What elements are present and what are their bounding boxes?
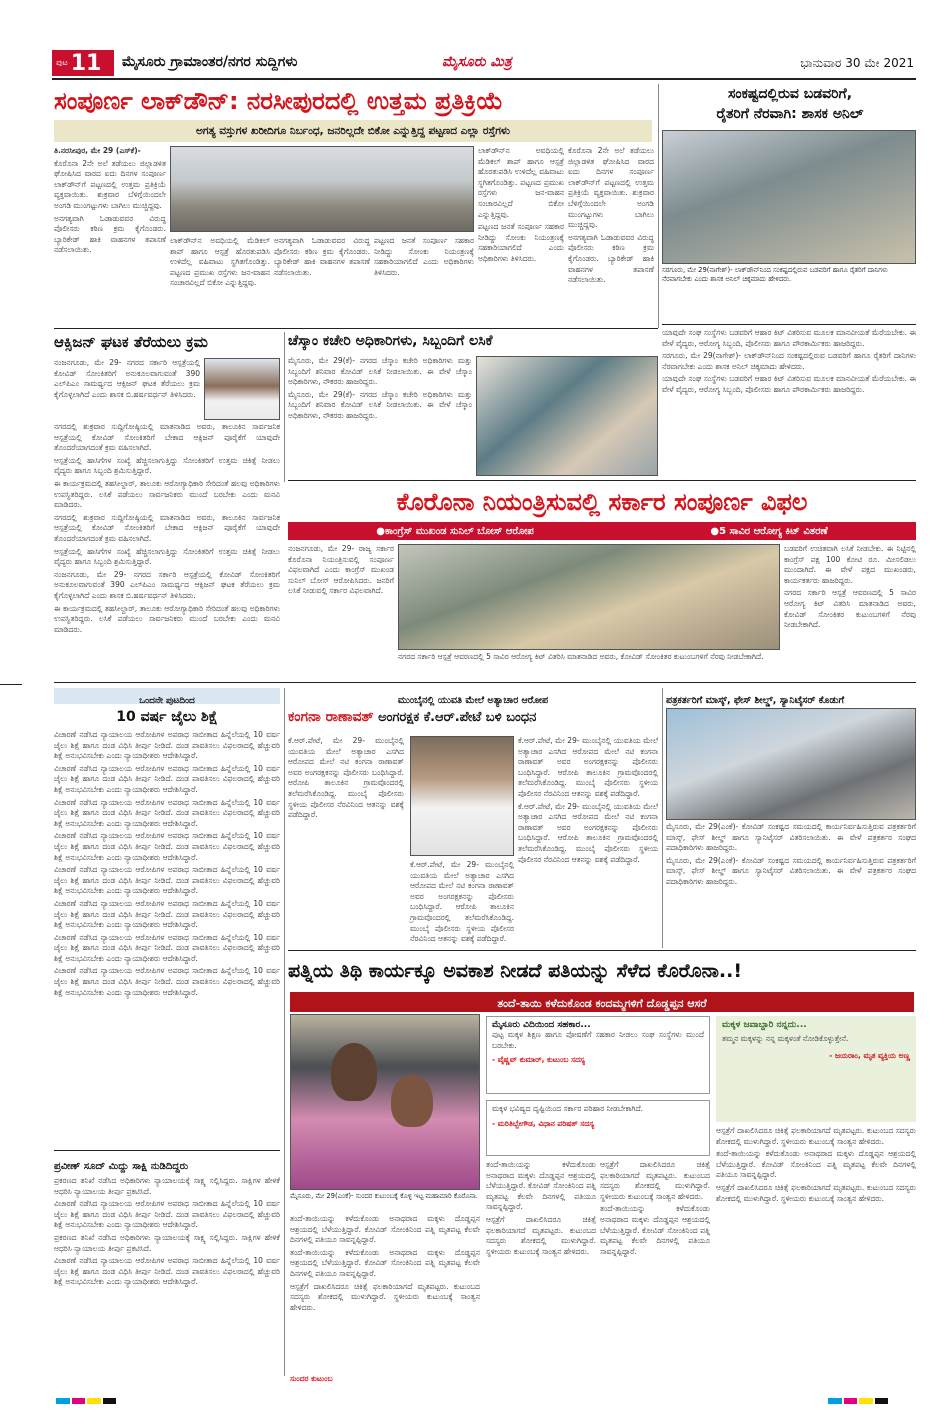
oxygen-body-top: ನಂಜನಗೂಡು, ಮೇ 29- ನಗರದ ಸರ್ಕಾರಿ ಆಸ್ಪತ್ರೆಯಲ್ಲಿ ಕೋವಿಡ್ ಸೋಂಕಿತರಿಗೆ ಅನುಕೂಲವಾಗುವಂತೆ 390 ಎಲ್‌ಪಿಎಂ ಸಾಮರ್ಥ್ಯದ ಆಕ್ಸಿಜನ್ ಘಟಕ ತೆರೆಯಲು ಕ್ರಮ ಕೈಗೊಳ್ಳಲಾಗಿದೆ ಎಂದು ಶಾಸಕ ಬಿ.ಹರ್ಷವರ್ಧನ್ ತಿಳಿಸಿದರು.: [54, 358, 200, 399]
vaccine-photo: [476, 356, 658, 476]
section-title: ಮೈಸೂರು ಗ್ರಾಮಾಂತರ/ನಗರ ಸುದ್ದಿಗಳು: [122, 54, 298, 70]
corona-body-left: ನಂಜನಗೂಡು, ಮೇ 29- ರಾಜ್ಯ ಸರ್ಕಾರ ಕೊರೊನಾ ನಿಯಂತ್ರಿಸುವಲ್ಲಿ ಸಂಪೂರ್ಣ ವಿಫಲವಾಗಿದೆ ಎಂದು ಕಾಂಗ್ರೆಸ್ ಮುಖಂಡ ಸುನಿಲ್ ಬೋಸ್ ಆರೋಪಿಸಿದರು. ಜನರಿಗೆ ಲಸಿಕೆ ನೀಡುವಲ್ಲಿ ಸರ್ಕಾರ ವಿಫಲವಾಗಿದೆ.: [288, 544, 394, 596]
corona-photo: [398, 544, 780, 650]
lead-column-6: ಕೊರೊನಾ 2ನೇ ಅಲೆ ತಡೆಯಲು ಜಿಲ್ಲಾಡಳಿತ ಘೋಷಿಸಿದ ವಾರದ ಐದು ದಿನಗಳ ಸಂಪೂರ್ಣ ಲಾಕ್‌ಡೌನ್‌ಗೆ ಪಟ್ಟಣದಲ್ಲಿ ಉತ್ತಮ ಪ್ರತಿಕ್ರಿಯೆ ವ್ಯಕ್ತವಾಯಿತು. ಶುಕ್ರವಾರ ಬೆಳಿಗ್ಗೆಯಿಂದಲೇ ಅಂಗಡಿ ಮುಂಗಟ್ಟುಗಳು ಬಾಗಿಲು ಮುಚ್ಚಿದ್ದವು. ಅನಗತ್ಯವಾಗಿ ಓಡಾಡುವವರ ವಿರುದ್ಧ ಪೊಲೀಸರು ಕಠಿಣ ಕ್ರಮ ಕೈಗೊಂಡರು. ಬ್ಯಾರಿಕೇಡ್ ಹಾಕಿ ವಾಹನಗಳ ತಪಾಸಣೆ ನಡೆಸಲಾಯಿತು.: [568, 146, 654, 285]
lead-column-4: ಪಟ್ಟಣದ ಜನತೆ ಸಂಪೂರ್ಣ ಸಹಕಾರ ನೀಡಿದ್ದು ಸೋಂಕು ನಿಯಂತ್ರಣಕ್ಕೆ ಸಹಕಾರಿಯಾಗಲಿದೆ ಎಂದು ಅಧಿಕಾರಿಗಳು ತಿಳಿಸಿದರು.: [374, 236, 474, 277]
quote-box-2: ಮಕ್ಕಳ ಭವಿಷ್ಯದ ದೃಷ್ಟಿಯಿಂದ ಸರ್ಕಾರ ಪರಿಹಾರ ನೀಡಬೇಕಾಗಿದೆ. - ಮರಿತಿಬ್ಬೇಗೌಡ, ವಿಧಾನ ಪರಿಷತ್ ಸದಸ್ಯ: [486, 1100, 710, 1156]
issue-date: ಭಾನುವಾರ 30 ಮೇ 2021: [800, 56, 914, 70]
tragedy-subhead: ತಂದೆ-ತಾಯಿ ಕಳೆದುಕೊಂಡ ಕಂದಮ್ಮಗಳಿಗೆ ದೊಡ್ಡಪ್ಪನ ಆಸರೆ: [290, 992, 914, 1012]
tragedy-body-left: ತಂದೆ-ತಾಯಿಯನ್ನು ಕಳೆದುಕೊಂಡು ಅನಾಥರಾದ ಮಕ್ಕಳು ದೊಡ್ಡಪ್ಪನ ಆಶ್ರಯದಲ್ಲಿ ಬೆಳೆಯುತ್ತಿದ್ದಾರೆ. ಕೋವಿಡ್ ಸೋಂಕಿನಿಂದ ಪತ್ನಿ ಮೃತಪಟ್ಟ ಕೆಲವೇ ದಿನಗಳಲ್ಲಿ ಪತಿಯೂ ಸಾವನ್ನಪ್ಪಿದ್ದಾರೆ. ತಂದೆ-ತಾಯಿಯನ್ನು ಕಳೆದುಕೊಂಡು ಅನಾಥರಾದ ಮಕ್ಕಳು ದೊಡ್ಡಪ್ಪನ ಆಶ್ರಯದಲ್ಲಿ ಬೆಳೆಯುತ್ತಿದ್ದಾರೆ. ಕೋವಿಡ್ ಸೋಂಕಿನಿಂದ ಪತ್ನಿ ಮೃತಪಟ್ಟ ಕೆಲವೇ ದಿನಗಳಲ್ಲಿ ಪತಿಯೂ ಸಾವನ್ನಪ್ಪಿದ್ದಾರೆ. ಆಸ್ಪತ್ರೆಗೆ ದಾಖಲಿಸಿದರೂ ಚಿಕಿತ್ಸೆ ಫಲಕಾರಿಯಾಗದೆ ಮೃತಪಟ್ಟರು. ಕುಟುಂಬದ ಸದಸ್ಯರು ಶೋಕದಲ್ಲಿ ಮುಳುಗಿದ್ದಾರೆ. ಸ್ಥಳೀಯರು ಕುಟುಂಬಕ್ಕೆ ಸಾಂತ್ವನ ಹೇಳಿದರು.: [290, 1214, 480, 1312]
continued-body: ವಿಚಾರಣೆ ನಡೆಸಿದ ನ್ಯಾಯಾಲಯ ಆರೋಪಿಗಳ ಅಪರಾಧ ಸಾಬೀತಾದ ಹಿನ್ನೆಲೆಯಲ್ಲಿ 10 ವರ್ಷ ಜೈಲು ಶಿಕ್ಷೆ ಹಾಗೂ ದಂಡ ವಿಧಿಸಿ ತೀರ್ಪು ನೀಡಿದೆ. ದಂಡ ಪಾವತಿಸಲು ವಿಫಲರಾದಲ್ಲಿ ಹೆಚ್ಚುವರಿ ಶಿಕ್ಷೆ ಅನುಭವಿಸಬೇಕು ಎಂದು ನ್ಯಾಯಾಧೀಶರು ಆದೇಶಿಸಿದ್ದಾರೆ. ವಿಚಾರಣೆ ನಡೆಸಿದ ನ್ಯಾಯಾಲಯ ಆರೋಪಿಗಳ ಅಪರಾಧ ಸಾಬೀತಾದ ಹಿನ್ನೆಲೆಯಲ್ಲಿ 10 ವರ್ಷ ಜೈಲು ಶಿಕ್ಷೆ ಹಾಗೂ ದಂಡ ವಿಧಿಸಿ ತೀರ್ಪು ನೀಡಿದೆ. ದಂಡ ಪಾವತಿಸಲು ವಿಫಲರಾದಲ್ಲಿ ಹೆಚ್ಚುವರಿ ಶಿಕ್ಷೆ ಅನುಭವಿಸಬೇಕು ಎಂದು ನ್ಯಾಯಾಧೀಶರು ಆದೇಶಿಸಿದ್ದಾರೆ. ವಿಚಾರಣೆ ನಡೆಸಿದ ನ್ಯಾಯಾಲಯ ಆರೋಪಿಗಳ ಅಪರಾಧ ಸಾಬೀತಾದ ಹಿನ್ನೆಲೆಯಲ್ಲಿ 10 ವರ್ಷ ಜೈಲು ಶಿಕ್ಷೆ ಹಾಗೂ ದಂಡ ವಿಧಿಸಿ ತೀರ್ಪು ನೀಡಿದೆ. ದಂಡ ಪಾವತಿಸಲು ವಿಫಲರಾದಲ್ಲಿ ಹೆಚ್ಚುವರಿ ಶಿಕ್ಷೆ ಅನುಭವಿಸಬೇಕು ಎಂದು ನ್ಯಾಯಾಧೀಶರು ಆದೇಶಿಸಿದ್ದಾರೆ. ವಿಚಾರಣೆ ನಡೆಸಿದ ನ್ಯಾಯಾಲಯ ಆರೋಪಿಗಳ ಅಪರಾಧ ಸಾಬೀತಾದ ಹಿನ್ನೆಲೆಯಲ್ಲಿ 10 ವರ್ಷ ಜೈಲು ಶಿಕ್ಷೆ ಹಾಗೂ ದಂಡ ವಿಧಿಸಿ ತೀರ್ಪು ನೀಡಿದೆ. ದಂಡ ಪಾವತಿಸಲು ವಿಫಲರಾದಲ್ಲಿ ಹೆಚ್ಚುವರಿ ಶಿಕ್ಷೆ ಅನುಭವಿಸಬೇಕು ಎಂದು ನ್ಯಾಯಾಧೀಶರು ಆದೇಶಿಸಿದ್ದಾರೆ. ವಿಚಾರಣೆ ನಡೆಸಿದ ನ್ಯಾಯಾಲಯ ಆರೋಪಿಗಳ ಅಪರಾಧ ಸಾಬೀತಾದ ಹಿನ್ನೆಲೆಯಲ್ಲಿ 10 ವರ್ಷ ಜೈಲು ಶಿಕ್ಷೆ ಹಾಗೂ ದಂಡ ವಿಧಿಸಿ ತೀರ್ಪು ನೀಡಿದೆ. ದಂಡ ಪಾವತಿಸಲು ವಿಫಲರಾದಲ್ಲಿ ಹೆಚ್ಚುವರಿ ಶಿಕ್ಷೆ ಅನುಭವಿಸಬೇಕು ಎಂದು ನ್ಯಾಯಾಧೀಶರು ಆದೇಶಿಸಿದ್ದಾರೆ. ವಿಚಾರಣೆ ನಡೆಸಿದ ನ್ಯಾಯಾಲಯ ಆರೋಪಿಗಳ ಅಪರಾಧ ಸಾಬೀತಾದ ಹಿನ್ನೆಲೆಯಲ್ಲಿ 10 ವರ್ಷ ಜೈಲು ಶಿಕ್ಷೆ ಹಾಗೂ ದಂಡ ವಿಧಿಸಿ ತೀರ್ಪು ನೀಡಿದೆ. ದಂಡ ಪಾವತಿಸಲು ವಿಫಲರಾದಲ್ಲಿ ಹೆಚ್ಚುವರಿ ಶಿಕ್ಷೆ ಅನುಭವಿಸಬೇಕು ಎಂದು ನ್ಯಾಯಾಧೀಶರು ಆದೇಶಿಸಿದ್ದಾರೆ. ವಿಚಾರಣೆ ನಡೆಸಿದ ನ್ಯಾಯಾಲಯ ಆರೋಪಿಗಳ ಅಪರಾಧ ಸಾಬೀತಾದ ಹಿನ್ನೆಲೆಯಲ್ಲಿ 10 ವರ್ಷ ಜೈಲು ಶಿಕ್ಷೆ ಹಾಗೂ ದಂಡ ವಿಧಿಸಿ ತೀರ್ಪು ನೀಡಿದೆ. ದಂಡ ಪಾವತಿಸಲು ವಿಫಲರಾದಲ್ಲಿ ಹೆಚ್ಚುವರಿ ಶಿಕ್ಷೆ ಅನುಭವಿಸಬೇಕು ಎಂದು ನ್ಯಾಯಾಧೀಶರು ಆದೇಶಿಸಿದ್ದಾರೆ. ವಿಚಾರಣೆ ನಡೆಸಿದ ನ್ಯಾಯಾಲಯ ಆರೋಪಿಗಳ ಅಪರಾಧ ಸಾಬೀತಾದ ಹಿನ್ನೆಲೆಯಲ್ಲಿ 10 ವರ್ಷ ಜೈಲು ಶಿಕ್ಷೆ ಹಾಗೂ ದಂಡ ವಿಧಿಸಿ ತೀರ್ಪು ನೀಡಿದೆ. ದಂಡ ಪಾವತಿಸಲು ವಿಫಲರಾದಲ್ಲಿ ಹೆಚ್ಚುವರಿ ಶಿಕ್ಷೆ ಅನುಭವಿಸಬೇಕು ಎಂದು ನ್ಯಾಯಾಧೀಶರು ಆದೇಶಿಸಿದ್ದಾರೆ.: [54, 730, 280, 997]
page-label: ಪುಟ: [56, 58, 68, 67]
tragedy-footer-label: ಸುಂದರ ಕುಟುಂಬ: [290, 1374, 333, 1383]
side-box: ಮಕ್ಕಳ ಜವಾಬ್ದಾರಿ ನನ್ನದು... ತಮ್ಮನ ಮಕ್ಕಳನ್ನು ನನ್ನ ಮಕ್ಕಳಂತೆ ನೋಡಿಕೊಳ್ಳುತ್ತೇನೆ. - ಜಯರಾಂ, ಮೃತ ವ್ಯಕ್ತಿಯ ಅಣ್ಣ: [716, 1016, 916, 1122]
tragedy-body-mid-2: ಆಸ್ಪತ್ರೆಗೆ ದಾಖಲಿಸಿದರೂ ಚಿಕಿತ್ಸೆ ಫಲಕಾರಿಯಾಗದೆ ಮೃತಪಟ್ಟರು. ಕುಟುಂಬದ ಸದಸ್ಯರು ಶೋಕದಲ್ಲಿ ಮುಳುಗಿದ್ದಾರೆ. ಸ್ಥಳೀಯರು ಕುಟುಂಬಕ್ಕೆ ಸಾಂತ್ವನ ಹೇಳಿದರು. ತಂದೆ-ತಾಯಿಯನ್ನು ಕಳೆದುಕೊಂಡು ಅನಾಥರಾದ ಮಕ್ಕಳು ದೊಡ್ಡಪ್ಪನ ಆಶ್ರಯದಲ್ಲಿ ಬೆಳೆಯುತ್ತಿದ್ದಾರೆ. ಕೋವಿಡ್ ಸೋಂಕಿನಿಂದ ಪತ್ನಿ ಮೃತಪಟ್ಟ ಕೆಲವೇ ದಿನಗಳಲ್ಲಿ ಪತಿಯೂ ಸಾವನ್ನಪ್ಪಿದ್ದಾರೆ.: [600, 1160, 710, 1256]
couple-photo: [290, 1014, 480, 1190]
vaccine-headline: ಚೆಸ್ಕಾಂ ಕಚೇರಿ ಅಧಿಕಾರಿಗಳು, ಸಿಬ್ಬಂದಿಗೆ ಲಸಿಕೆ: [288, 333, 493, 349]
journalists-photo: [666, 708, 916, 820]
kangana-body-left: ಕೆ.ಆರ್.ಪೇಟೆ, ಮೇ 29- ಮುಂಬೈನಲ್ಲಿ ಯುವತಿಯ ಮೇಲೆ ಅತ್ಯಾಚಾರ ಎಸಗಿದ ಆರೋಪದ ಮೇಲೆ ನಟಿ ಕಂಗನಾ ರಾಣಾವತ್ ಅವರ ಅಂಗರಕ್ಷಕನನ್ನು ಪೊಲೀಸರು ಬಂಧಿಸಿದ್ದಾರೆ. ಆರೋಪಿ ತಾಲೂಕಿನ ಗ್ರಾಮವೊಂದರಲ್ಲಿ ತಲೆಮರೆಸಿಕೊಂಡಿದ್ದ. ಮುಂಬೈ ಪೊಲೀಸರು ಸ್ಥಳೀಯ ಪೊಲೀಸರ ನೆರವಿನಿಂದ ಆತನನ್ನು ವಶಕ್ಕೆ ಪಡೆದಿದ್ದಾರೆ.: [288, 736, 404, 820]
tragedy-body-right: ಆಸ್ಪತ್ರೆಗೆ ದಾಖಲಿಸಿದರೂ ಚಿಕಿತ್ಸೆ ಫಲಕಾರಿಯಾಗದೆ ಮೃತಪಟ್ಟರು. ಕುಟುಂಬದ ಸದಸ್ಯರು ಶೋಕದಲ್ಲಿ ಮುಳುಗಿದ್ದಾರೆ. ಸ್ಥಳೀಯರು ಕುಟುಂಬಕ್ಕೆ ಸಾಂತ್ವನ ಹೇಳಿದರು. ತಂದೆ-ತಾಯಿಯನ್ನು ಕಳೆದುಕೊಂಡು ಅನಾಥರಾದ ಮಕ್ಕಳು ದೊಡ್ಡಪ್ಪನ ಆಶ್ರಯದಲ್ಲಿ ಬೆಳೆಯುತ್ತಿದ್ದಾರೆ. ಕೋವಿಡ್ ಸೋಂಕಿನಿಂದ ಪತ್ನಿ ಮೃತಪಟ್ಟ ಕೆಲವೇ ದಿನಗಳಲ್ಲಿ ಪತಿಯೂ ಸಾವನ್ನಪ್ಪಿದ್ದಾರೆ. ಆಸ್ಪತ್ರೆಗೆ ದಾಖಲಿಸಿದರೂ ಚಿಕಿತ್ಸೆ ಫಲಕಾರಿಯಾಗದೆ ಮೃತಪಟ್ಟರು. ಕುಟುಂಬದ ಸದಸ್ಯರು ಶೋಕದಲ್ಲಿ ಮುಳುಗಿದ್ದಾರೆ. ಸ್ಥಳೀಯರು ಕುಟುಂಬಕ್ಕೆ ಸಾಂತ್ವನ ಹೇಳಿದರು.: [716, 1126, 916, 1203]
masthead-logo: ಮೈಸೂರು ಮಿತ್ರ: [442, 54, 512, 70]
corona-banner-tags: ●ಕಾಂಗ್ರೆಸ್ ಮುಖಂಡ ಸುನಿಲ್ ಬೋಸ್ ಆರೋಪ ●5 ಸಾವಿರ ಆರೋಗ್ಯ ಕಿಟ್ ವಿತರಣೆ: [288, 522, 916, 540]
quote-box-1: ಮೈಸೂರು ವಿದಿಯಿಂದ ಸಹಕಾರ... ಪುಟ್ಟ ಮಕ್ಕಳ ಶಿಕ್ಷಣ ಹಾಗೂ ಪೋಷಣೆಗೆ ಸಹಕಾರ ನೀಡಲು ಸಂಘ ಸಂಸ್ಥೆಗಳು ಮುಂದೆ ಬರಬೇಕು. - ವೈಷ್ಣವ್ ಕುಮಾರ್, ಕುಟುಂಬ ಸದಸ್ಯ: [486, 1016, 710, 1094]
corona-body-mid: ನಗರದ ಸರ್ಕಾರಿ ಆಸ್ಪತ್ರೆ ಆವರಣದಲ್ಲಿ 5 ಸಾವಿರ ಆರೋಗ್ಯ ಕಿಟ್ ವಿತರಿಸಿ ಮಾತನಾಡಿದ ಅವರು, ಕೋವಿಡ್ ಸೋಂಕಿತರ ಕುಟುಂಬಗಳಿಗೆ ನೆರವು ನೀಡಬೇಕಾಗಿದೆ.: [398, 652, 764, 661]
lead-column-3: ಅನಗತ್ಯವಾಗಿ ಓಡಾಡುವವರ ವಿರುದ್ಧ ಪೊಲೀಸರು ಕಠಿಣ ಕ್ರಮ ಕೈಗೊಂಡರು. ಬ್ಯಾರಿಕೇಡ್ ಹಾಕಿ ವಾಹನಗಳ ತಪಾಸಣೆ ನಡೆಸಲಾಯಿತು.: [274, 236, 370, 277]
continued-sub-body: ಪ್ರಕರಣದ ತನಿಖೆ ನಡೆಸಿದ ಅಧಿಕಾರಿಗಳು ನ್ಯಾಯಾಲಯಕ್ಕೆ ಸಾಕ್ಷ್ಯ ಸಲ್ಲಿಸಿದ್ದರು. ಸಾಕ್ಷಿಗಳ ಹೇಳಿಕೆ ಆಧರಿಸಿ ನ್ಯಾಯಾಲಯ ತೀರ್ಪು ಪ್ರಕಟಿಸಿದೆ. ವಿಚಾರಣೆ ನಡೆಸಿದ ನ್ಯಾಯಾಲಯ ಆರೋಪಿಗಳ ಅಪರಾಧ ಸಾಬೀತಾದ ಹಿನ್ನೆಲೆಯಲ್ಲಿ 10 ವರ್ಷ ಜೈಲು ಶಿಕ್ಷೆ ಹಾಗೂ ದಂಡ ವಿಧಿಸಿ ತೀರ್ಪು ನೀಡಿದೆ. ದಂಡ ಪಾವತಿಸಲು ವಿಫಲರಾದಲ್ಲಿ ಹೆಚ್ಚುವರಿ ಶಿಕ್ಷೆ ಅನುಭವಿಸಬೇಕು ಎಂದು ನ್ಯಾಯಾಧೀಶರು ಆದೇಶಿಸಿದ್ದಾರೆ. ಪ್ರಕರಣದ ತನಿಖೆ ನಡೆಸಿದ ಅಧಿಕಾರಿಗಳು ನ್ಯಾಯಾಲಯಕ್ಕೆ ಸಾಕ್ಷ್ಯ ಸಲ್ಲಿಸಿದ್ದರು. ಸಾಕ್ಷಿಗಳ ಹೇಳಿಕೆ ಆಧರಿಸಿ ನ್ಯಾಯಾಲಯ ತೀರ್ಪು ಪ್ರಕಟಿಸಿದೆ. ವಿಚಾರಣೆ ನಡೆಸಿದ ನ್ಯಾಯಾಲಯ ಆರೋಪಿಗಳ ಅಪರಾಧ ಸಾಬೀತಾದ ಹಿನ್ನೆಲೆಯಲ್ಲಿ 10 ವರ್ಷ ಜೈಲು ಶಿಕ್ಷೆ ಹಾಗೂ ದಂಡ ವಿಧಿಸಿ ತೀರ್ಪು ನೀಡಿದೆ. ದಂಡ ಪಾವತಿಸಲು ವಿಫಲರಾದಲ್ಲಿ ಹೆಚ್ಚುವರಿ ಶಿಕ್ಷೆ ಅನುಭವಿಸಬೇಕು ಎಂದು ನ್ಯಾಯಾಧೀಶರು ಆದೇಶಿಸಿದ್ದಾರೆ.: [54, 1176, 280, 1287]
page-number-box: [52, 50, 114, 76]
couple-photo-caption: ಮೈಸೂರು, ಮೇ 29(ಎಂಕೆ)- ಸುಂದರ ಕುಟುಂಬಕ್ಕೆ ಕೊಳ್ಳಿ ಇಟ್ಟ ಮಹಾಮಾರಿ ಕೊರೊನಾ.: [290, 1192, 478, 1200]
top-right-caption: ಸರಗೂರು, ಮೇ 29(ನಾಗೇಶ್)- ಲಾಕ್‌ಡೌನ್‌ನಿಂದ ಸಂಕಷ್ಟದಲ್ಲಿರುವ ಬಡವರಿಗೆ ಹಾಗೂ ರೈತರಿಗೆ ದಾನಿಗಳು ನೆರವಾಗಬೇಕು ಎಂದು ಶಾಸಕ ಅನಿಲ್ ಚಿಕ್ಕಮಾದು ಹೇಳಿದರು.: [662, 266, 888, 283]
kangana-headline: ಕಂಗನಾ ರಾಣಾವತ್ ಅಂಗರಕ್ಷಕ ಕೆ.ಆರ್.ಪೇಟೆ ಬಳಿ ಬಂಧನ: [288, 709, 537, 725]
page-number: 11: [70, 50, 102, 76]
couple-photo-man: [331, 1043, 377, 1101]
top-right-headline: ಸಂಕಷ್ಟದಲ್ಲಿರುವ ಬಡವರಿಗೆ, ರೈತರಿಗೆ ನೆರವಾಗಿ: ಶಾಸಕ ಅನಿಲ್: [716, 86, 864, 122]
continued-headline: 10 ವರ್ಷ ಜೈಲು ಶಿಕ್ಷೆ: [116, 709, 218, 725]
kangana-body-right: ಕೆ.ಆರ್.ಪೇಟೆ, ಮೇ 29- ಮುಂಬೈನಲ್ಲಿ ಯುವತಿಯ ಮೇಲೆ ಅತ್ಯಾಚಾರ ಎಸಗಿದ ಆರೋಪದ ಮೇಲೆ ನಟಿ ಕಂಗನಾ ರಾಣಾವತ್ ಅವರ ಅಂಗರಕ್ಷಕನನ್ನು ಪೊಲೀಸರು ಬಂಧಿಸಿದ್ದಾರೆ. ಆರೋಪಿ ತಾಲೂಕಿನ ಗ್ರಾಮವೊಂದರಲ್ಲಿ ತಲೆಮರೆಸಿಕೊಂಡಿದ್ದ. ಮುಂಬೈ ಪೊಲೀಸರು ಸ್ಥಳೀಯ ಪೊಲೀಸರ ನೆರವಿನಿಂದ ಆತನನ್ನು ವಶಕ್ಕೆ ಪಡೆದಿದ್ದಾರೆ. ಕೆ.ಆರ್.ಪೇಟೆ, ಮೇ 29- ಮುಂಬೈನಲ್ಲಿ ಯುವತಿಯ ಮೇಲೆ ಅತ್ಯಾಚಾರ ಎಸಗಿದ ಆರೋಪದ ಮೇಲೆ ನಟಿ ಕಂಗನಾ ರಾಣಾವತ್ ಅವರ ಅಂಗರಕ್ಷಕನನ್ನು ಪೊಲೀಸರು ಬಂಧಿಸಿದ್ದಾರೆ. ಆರೋಪಿ ತಾಲೂಕಿನ ಗ್ರಾಮವೊಂದರಲ್ಲಿ ತಲೆಮರೆಸಿಕೊಂಡಿದ್ದ. ಮುಂಬೈ ಪೊಲೀಸರು ಸ್ಥಳೀಯ ಪೊಲೀಸರ ನೆರವಿನಿಂದ ಆತನನ್ನು ವಶಕ್ಕೆ ಪಡೆದಿದ್ದಾರೆ.: [518, 736, 658, 864]
tragedy-body-mid-1: ತಂದೆ-ತಾಯಿಯನ್ನು ಕಳೆದುಕೊಂಡು ಅನಾಥರಾದ ಮಕ್ಕಳು ದೊಡ್ಡಪ್ಪನ ಆಶ್ರಯದಲ್ಲಿ ಬೆಳೆಯುತ್ತಿದ್ದಾರೆ. ಕೋವಿಡ್ ಸೋಂಕಿನಿಂದ ಪತ್ನಿ ಮೃತಪಟ್ಟ ಕೆಲವೇ ದಿನಗಳಲ್ಲಿ ಪತಿಯೂ ಸಾವನ್ನಪ್ಪಿದ್ದಾರೆ. ಆಸ್ಪತ್ರೆಗೆ ದಾಖಲಿಸಿದರೂ ಚಿಕಿತ್ಸೆ ಫಲಕಾರಿಯಾಗದೆ ಮೃತಪಟ್ಟರು. ಕುಟುಂಬದ ಸದಸ್ಯರು ಶೋಕದಲ್ಲಿ ಮುಳುಗಿದ್ದಾರೆ. ಸ್ಥಳೀಯರು ಕುಟುಂಬಕ್ಕೆ ಸಾಂತ್ವನ ಹೇಳಿದರು.: [486, 1160, 596, 1256]
journalists-headline: ಪತ್ರಕರ್ತರಿಗೆ ಮಾಸ್ಕ್, ಫೇಸ್ ಶೀಲ್ಡ್, ಸ್ಯಾನಿಟೈಸರ್ ಕೊಡುಗೆ: [666, 695, 845, 706]
lead-column-5: ಲಾಕ್‌ಡೌನ್‌ನ ಅವಧಿಯಲ್ಲಿ ಮೆಡಿಕಲ್ ಶಾಪ್ ಹಾಗೂ ಆಸ್ಪತ್ರೆ ಹೊರತುಪಡಿಸಿ ಉಳಿದೆಲ್ಲ ವಹಿವಾಟು ಸ್ಥಗಿತಗೊಂಡಿತ್ತು. ಪಟ್ಟಣದ ಪ್ರಮುಖ ರಸ್ತೆಗಳು ಜನ-ವಾಹನ ಸಂಚಾರವಿಲ್ಲದೆ ಬಿಕೋ ಎನ್ನುತ್ತಿದ್ದವು. ಪಟ್ಟಣದ ಜನತೆ ಸಂಪೂರ್ಣ ಸಹಕಾರ ನೀಡಿದ್ದು ಸೋಂಕು ನಿಯಂತ್ರಣಕ್ಕೆ ಸಹಕಾರಿಯಾಗಲಿದೆ ಎಂದು ಅಧಿಕಾರಿಗಳು ತಿಳಿಸಿದರು.: [478, 146, 564, 263]
vaccine-body: ಮೈಸೂರು, ಮೇ 29(ಕೆ)- ನಗರದ ಚೆಸ್ಕಾಂ ಕಚೇರಿ ಅಧಿಕಾರಿಗಳು ಮತ್ತು ಸಿಬ್ಬಂದಿಗೆ ಶನಿವಾರ ಕೋವಿಡ್ ಲಸಿಕೆ ನೀಡಲಾಯಿತು. ಈ ವೇಳೆ ಚೆಸ್ಕಾಂ ಅಧಿಕಾರಿಗಳು, ನೌಕರರು ಹಾಜರಿದ್ದರು. ಮೈಸೂರು, ಮೇ 29(ಕೆ)- ನಗರದ ಚೆಸ್ಕಾಂ ಕಚೇರಿ ಅಧಿಕಾರಿಗಳು ಮತ್ತು ಸಿಬ್ಬಂದಿಗೆ ಶನಿವಾರ ಕೋವಿಡ್ ಲಸಿಕೆ ನೀಡಲಾಯಿತು. ಈ ವೇಳೆ ಚೆಸ್ಕಾಂ ಅಧಿಕಾರಿಗಳು, ನೌಕರರು ಹಾಜರಿದ್ದರು.: [288, 356, 472, 420]
lead-column-1: ತಿ.ನರಸೀಪುರ, ಮೇ 29 (ಎಸ್‌ಕೆ)- ಕೊರೊನಾ 2ನೇ ಅಲೆ ತಡೆಯಲು ಜಿಲ್ಲಾಡಳಿತ ಘೋಷಿಸಿದ ವಾರದ ಐದು ದಿನಗಳ ಸಂಪೂರ್ಣ ಲಾಕ್‌ಡೌನ್‌ಗೆ ಪಟ್ಟಣದಲ್ಲಿ ಉತ್ತಮ ಪ್ರತಿಕ್ರಿಯೆ ವ್ಯಕ್ತವಾಯಿತು. ಶುಕ್ರವಾರ ಬೆಳಿಗ್ಗೆಯಿಂದಲೇ ಅಂಗಡಿ ಮುಂಗಟ್ಟುಗಳು ಬಾಗಿಲು ಮುಚ್ಚಿದ್ದವು. ಅನಗತ್ಯವಾಗಿ ಓಡಾಡುವವರ ವಿರುದ್ಧ ಪೊಲೀಸರು ಕಠಿಣ ಕ್ರಮ ಕೈಗೊಂಡರು. ಬ್ಯಾರಿಕೇಡ್ ಹಾಕಿ ವಾಹನಗಳ ತಪಾಸಣೆ ನಡೆಸಲಾಯಿತು.: [54, 146, 166, 255]
lead-subhead: ಅಗತ್ಯ ವಸ್ತುಗಳ ಖರೀದಿಗೂ ನಿರ್ಬಂಧ, ಜನರಿಲ್ಲದೇ ಬಿಕೋ ಎನ್ನುತ್ತಿದ್ದ ಪಟ್ಟಣದ ಎಲ್ಲಾ ರಸ್ತೆಗಳು: [54, 120, 652, 142]
kangana-guard-photo: [410, 736, 514, 856]
corona-banner-headline: ಕೊರೊನಾ ನಿಯಂತ್ರಿಸುವಲ್ಲಿ ಸರ್ಕಾರ ಸಂಪೂರ್ಣ ವಿಫಲ: [396, 488, 808, 516]
continued-label: ಒಂದನೇ ಪುಟದಿಂದ: [54, 688, 280, 704]
tragedy-headline: ಪತ್ನಿಯ ತಿಥಿ ಕಾರ್ಯಕ್ಕೂ ಅವಕಾಶ ನೀಡದೆ ಪತಿಯನ್ನು ಸೆಳೆದ ಕೊರೊನಾ..!: [288, 960, 743, 982]
registration-bar-left: [56, 1398, 116, 1404]
oxygen-mla-photo: [204, 358, 280, 420]
kangana-body-mid: ಕೆ.ಆರ್.ಪೇಟೆ, ಮೇ 29- ಮುಂಬೈನಲ್ಲಿ ಯುವತಿಯ ಮೇಲೆ ಅತ್ಯಾಚಾರ ಎಸಗಿದ ಆರೋಪದ ಮೇಲೆ ನಟಿ ಕಂಗನಾ ರಾಣಾವತ್ ಅವರ ಅಂಗರಕ್ಷಕನನ್ನು ಪೊಲೀಸರು ಬಂಧಿಸಿದ್ದಾರೆ. ಆರೋಪಿ ತಾಲೂಕಿನ ಗ್ರಾಮವೊಂದರಲ್ಲಿ ತಲೆಮರೆಸಿಕೊಂಡಿದ್ದ. ಮುಂಬೈ ಪೊಲೀಸರು ಸ್ಥಳೀಯ ಪೊಲೀಸರ ನೆರವಿನಿಂದ ಆತನನ್ನು ವಶಕ್ಕೆ ಪಡೆದಿದ್ದಾರೆ.: [410, 860, 514, 944]
top-right-body: ಯಾವುದೇ ಸಂಘ ಸಂಸ್ಥೆಗಳು ಬಡವರಿಗೆ ಆಹಾರ ಕಿಟ್ ವಿತರಿಸುವ ಮೂಲಕ ಮಾನವೀಯತೆ ಮೆರೆಯಬೇಕು. ಈ ವೇಳೆ ವೈದ್ಯರು, ಆರೋಗ್ಯ ಸಿಬ್ಬಂದಿ, ಪೊಲೀಸರು ಹಾಗೂ ಪೌರಕಾರ್ಮಿಕರು ಹಾಜರಿದ್ದರು. ಸರಗೂರು, ಮೇ 29(ನಾಗೇಶ್)- ಲಾಕ್‌ಡೌನ್‌ನಿಂದ ಸಂಕಷ್ಟದಲ್ಲಿರುವ ಬಡವರಿಗೆ ಹಾಗೂ ರೈತರಿಗೆ ದಾನಿಗಳು ನೆರವಾಗಬೇಕು ಎಂದು ಶಾಸಕ ಅನಿಲ್ ಚಿಕ್ಕಮಾದು ಹೇಳಿದರು. ಯಾವುದೇ ಸಂಘ ಸಂಸ್ಥೆಗಳು ಬಡವರಿಗೆ ಆಹಾರ ಕಿಟ್ ವಿತರಿಸುವ ಮೂಲಕ ಮಾನವೀಯತೆ ಮೆರೆಯಬೇಕು. ಈ ವೇಳೆ ವೈದ್ಯರು, ಆರೋಗ್ಯ ಸಿಬ್ಬಂದಿ, ಪೊಲೀಸರು ಹಾಗೂ ಪೌರಕಾರ್ಮಿಕರು ಹಾಜರಿದ್ದರು.: [662, 328, 916, 394]
lead-headline: ಸಂಪೂರ್ಣ ಲಾಕ್‌ಡೌನ್: ನರಸೀಪುರದಲ್ಲಿ ಉತ್ತಮ ಪ್ರತಿಕ್ರಿಯೆ: [54, 87, 504, 115]
margin-line: [0, 684, 22, 685]
top-right-photo: [662, 130, 916, 264]
continued-subhead: ಪ್ರವೀಣ್ ಸೂದ್ ಮಿದ್ದು ಸಾಕ್ಷಿ ನುಡಿದಿದ್ದರು: [54, 1161, 189, 1172]
registration-bar-right: [828, 1398, 888, 1404]
corona-body-right: ಬಡವರಿಗೆ ಉಚಿತವಾಗಿ ಲಸಿಕೆ ನೀಡಬೇಕು. ಈ ನಿಟ್ಟಿನಲ್ಲಿ ಕಾಂಗ್ರೆಸ್ ಪಕ್ಷ 100 ಕೋಟಿ ರೂ. ಮೀಸಲಿಡಲು ಮುಂದಾಗಿದೆ. ಈ ವೇಳೆ ಪಕ್ಷದ ಮುಖಂಡರು, ಕಾರ್ಯಕರ್ತರು ಹಾಜರಿದ್ದರು. ನಗರದ ಸರ್ಕಾರಿ ಆಸ್ಪತ್ರೆ ಆವರಣದಲ್ಲಿ 5 ಸಾವಿರ ಆರೋಗ್ಯ ಕಿಟ್ ವಿತರಿಸಿ ಮಾತನಾಡಿದ ಅವರು, ಕೋವಿಡ್ ಸೋಂಕಿತರ ಕುಟುಂಬಗಳಿಗೆ ನೆರವು ನೀಡಬೇಕಾಗಿದೆ.: [784, 544, 916, 630]
kangana-kicker: ಮುಂಬೈನಲ್ಲಿ ಯುವತಿ ಮೇಲೆ ಅತ್ಯಾಚಾರ ಆರೋಪ: [397, 695, 549, 706]
lead-photo-road: [170, 146, 474, 232]
lead-column-2: ಲಾಕ್‌ಡೌನ್‌ನ ಅವಧಿಯಲ್ಲಿ ಮೆಡಿಕಲ್ ಶಾಪ್ ಹಾಗೂ ಆಸ್ಪತ್ರೆ ಹೊರತುಪಡಿಸಿ ಉಳಿದೆಲ್ಲ ವಹಿವಾಟು ಸ್ಥಗಿತಗೊಂಡಿತ್ತು. ಪಟ್ಟಣದ ಪ್ರಮುಖ ರಸ್ತೆಗಳು ಜನ-ವಾಹನ ಸಂಚಾರವಿಲ್ಲದೆ ಬಿಕೋ ಎನ್ನುತ್ತಿದ್ದವು.: [170, 236, 270, 288]
page-header: [34, 50, 914, 76]
oxygen-headline: ಆಕ್ಸಿಜನ್ ಘಟಕ ತೆರೆಯಲು ಕ್ರಮ: [54, 333, 208, 351]
couple-photo-woman: [391, 1075, 433, 1127]
journalists-body: ಮೈಸೂರು, ಮೇ 29(ಎಂಕೆ)- ಕೋವಿಡ್ ಸಂಕಷ್ಟದ ಸಮಯದಲ್ಲಿ ಕಾರ್ಯನಿರ್ವಹಿಸುತ್ತಿರುವ ಪತ್ರಕರ್ತರಿಗೆ ಮಾಸ್ಕ್, ಫೇಸ್ ಶೀಲ್ಡ್ ಹಾಗೂ ಸ್ಯಾನಿಟೈಸರ್ ವಿತರಿಸಲಾಯಿತು. ಈ ವೇಳೆ ಪತ್ರಕರ್ತರ ಸಂಘದ ಪದಾಧಿಕಾರಿಗಳು ಹಾಜರಿದ್ದರು. ಮೈಸೂರು, ಮೇ 29(ಎಂಕೆ)- ಕೋವಿಡ್ ಸಂಕಷ್ಟದ ಸಮಯದಲ್ಲಿ ಕಾರ್ಯನಿರ್ವಹಿಸುತ್ತಿರುವ ಪತ್ರಕರ್ತರಿಗೆ ಮಾಸ್ಕ್, ಫೇಸ್ ಶೀಲ್ಡ್ ಹಾಗೂ ಸ್ಯಾನಿಟೈಸರ್ ವಿತರಿಸಲಾಯಿತು. ಈ ವೇಳೆ ಪತ್ರಕರ್ತರ ಸಂಘದ ಪದಾಧಿಕಾರಿಗಳು ಹಾಜರಿದ್ದರು.: [666, 822, 916, 886]
oxygen-body: ನಗರದಲ್ಲಿ ಶುಕ್ರವಾರ ಸುದ್ದಿಗೋಷ್ಠಿಯಲ್ಲಿ ಮಾತನಾಡಿದ ಅವರು, ತಾಲೂಕಿನ ಸಾರ್ವಜನಿಕ ಆಸ್ಪತ್ರೆಯಲ್ಲಿ ಕೋವಿಡ್ ಸೋಂಕಿತರಿಗೆ ಬೇಕಾದ ಆಕ್ಸಿಜನ್ ಪೂರೈಕೆಗೆ ಯಾವುದೇ ತೊಂದರೆಯಾಗದಂತೆ ಕ್ರಮ ವಹಿಸಲಾಗಿದೆ. ಆಸ್ಪತ್ರೆಯಲ್ಲಿ ಹಾಸಿಗೆಗಳ ಸಂಖ್ಯೆ ಹೆಚ್ಚಿಸಲಾಗುತ್ತಿದ್ದು ಸೋಂಕಿತರಿಗೆ ಉತ್ತಮ ಚಿಕಿತ್ಸೆ ನೀಡಲು ವೈದ್ಯರು ಹಾಗೂ ಸಿಬ್ಬಂದಿ ಶ್ರಮಿಸುತ್ತಿದ್ದಾರೆ. ಈ ಕಾರ್ಯಕ್ರಮದಲ್ಲಿ ತಹಸೀಲ್ದಾರ್, ತಾಲೂಕು ಆರೋಗ್ಯಾಧಿಕಾರಿ ಸೇರಿದಂತೆ ಹಲವು ಅಧಿಕಾರಿಗಳು ಉಪಸ್ಥಿತರಿದ್ದರು. ಲಸಿಕೆ ಪಡೆಯಲು ಸಾರ್ವಜನಿಕರು ಮುಂದೆ ಬರಬೇಕು ಎಂದು ಮನವಿ ಮಾಡಿದರು. ನಗರದಲ್ಲಿ ಶುಕ್ರವಾರ ಸುದ್ದಿಗೋಷ್ಠಿಯಲ್ಲಿ ಮಾತನಾಡಿದ ಅವರು, ತಾಲೂಕಿನ ಸಾರ್ವಜನಿಕ ಆಸ್ಪತ್ರೆಯಲ್ಲಿ ಕೋವಿಡ್ ಸೋಂಕಿತರಿಗೆ ಬೇಕಾದ ಆಕ್ಸಿಜನ್ ಪೂರೈಕೆಗೆ ಯಾವುದೇ ತೊಂದರೆಯಾಗದಂತೆ ಕ್ರಮ ವಹಿಸಲಾಗಿದೆ. ಆಸ್ಪತ್ರೆಯಲ್ಲಿ ಹಾಸಿಗೆಗಳ ಸಂಖ್ಯೆ ಹೆಚ್ಚಿಸಲಾಗುತ್ತಿದ್ದು ಸೋಂಕಿತರಿಗೆ ಉತ್ತಮ ಚಿಕಿತ್ಸೆ ನೀಡಲು ವೈದ್ಯರು ಹಾಗೂ ಸಿಬ್ಬಂದಿ ಶ್ರಮಿಸುತ್ತಿದ್ದಾರೆ. ನಂಜನಗೂಡು, ಮೇ 29- ನಗರದ ಸರ್ಕಾರಿ ಆಸ್ಪತ್ರೆಯಲ್ಲಿ ಕೋವಿಡ್ ಸೋಂಕಿತರಿಗೆ ಅನುಕೂಲವಾಗುವಂತೆ 390 ಎಲ್‌ಪಿಎಂ ಸಾಮರ್ಥ್ಯದ ಆಕ್ಸಿಜನ್ ಘಟಕ ತೆರೆಯಲು ಕ್ರಮ ಕೈಗೊಳ್ಳಲಾಗಿದೆ ಎಂದು ಶಾಸಕ ಬಿ.ಹರ್ಷವರ್ಧನ್ ತಿಳಿಸಿದರು. ಈ ಕಾರ್ಯಕ್ರಮದಲ್ಲಿ ತಹಸೀಲ್ದಾರ್, ತಾಲೂಕು ಆರೋಗ್ಯಾಧಿಕಾರಿ ಸೇರಿದಂತೆ ಹಲವು ಅಧಿಕಾರಿಗಳು ಉಪಸ್ಥಿತರಿದ್ದರು. ಲಸಿಕೆ ಪಡೆಯಲು ಸಾರ್ವಜನಿಕರು ಮುಂದೆ ಬರಬೇಕು ಎಂದು ಮನವಿ ಮಾಡಿದರು.: [54, 422, 280, 634]
